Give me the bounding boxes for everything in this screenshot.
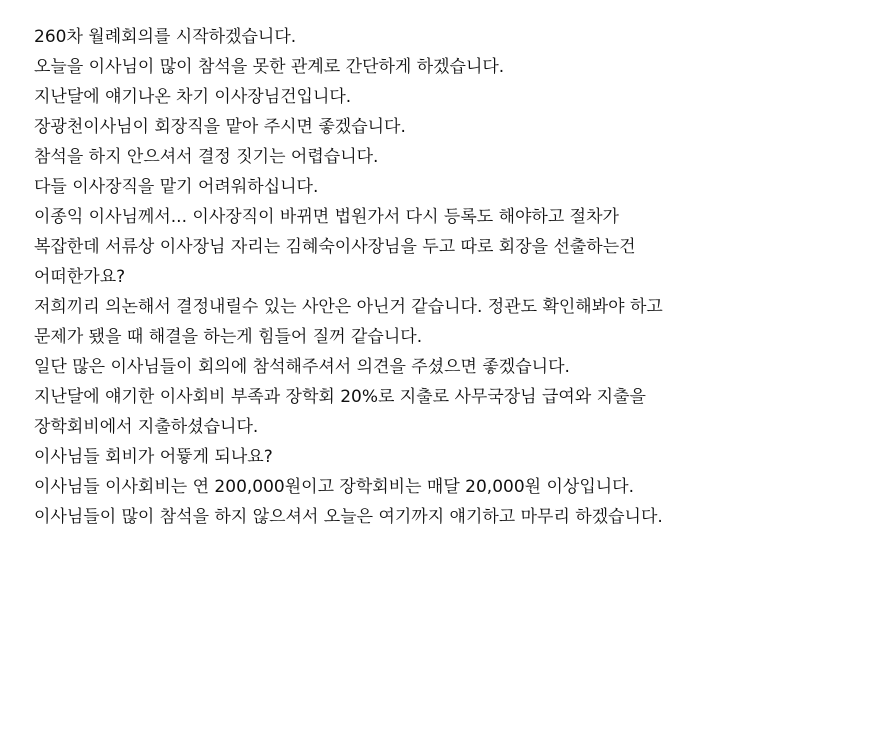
minutes-line: 이종익 이사님께서... 이사장직이 바뀌면 법원가서 다시 등록도 해야하고 절차가 [34, 207, 619, 227]
minutes-line: 참석을 하지 안으셔서 결정 짓기는 어렵습니다. [34, 147, 379, 167]
minutes-line: 오늘을 이사님이 많이 참석을 못한 관계로 간단하게 하겠습니다. [34, 57, 505, 77]
minutes-line: 장광천이사님이 회장직을 맡아 주시면 좋겠습니다. [34, 117, 406, 137]
minutes-line: 복잡한데 서류상 이사장님 자리는 김혜숙이사장님을 두고 따로 회장을 선출하는건 [34, 237, 636, 257]
meeting-minutes-document [34, 22, 874, 532]
minutes-line: 문제가 됐을 때 해결을 하는게 힘들어 질꺼 같습니다. [34, 327, 423, 347]
minutes-line: 이사님들 회비가 어뜧게 되나요? [34, 447, 273, 467]
minutes-line: 일단 많은 이사님들이 회의에 참석해주셔서 의견을 주셨으면 좋겠습니다. [34, 357, 570, 377]
minutes-line: 저희끼리 의논해서 결정내릴수 있는 사안은 아닌거 같습니다. 정관도 확인해봐야 하고 [34, 297, 663, 317]
minutes-line: 260차 월례회의를 시작하겠습니다. [34, 27, 297, 47]
minutes-line: 다들 이사장직을 맡기 어려워하십니다. [34, 177, 319, 197]
minutes-line: 이사님들 이사회비는 연 200,000원이고 장학회비는 매달 20,000원 이상입니다. [34, 477, 634, 497]
minutes-line: 어떠한가요? [34, 267, 126, 287]
minutes-line: 장학회비에서 지출하셨습니다. [34, 417, 259, 437]
minutes-line: 이사님들이 많이 참석을 하지 않으셔서 오늘은 여기까지 얘기하고 마무리 하겠습니다. [34, 507, 663, 527]
minutes-line: 지난달에 얘기한 이사회비 부족과 장학회 20%로 지출로 사무국장님 급여와 지출을 [34, 387, 646, 407]
minutes-line: 지난달에 얘기나온 차기 이사장님건입니다. [34, 87, 352, 107]
